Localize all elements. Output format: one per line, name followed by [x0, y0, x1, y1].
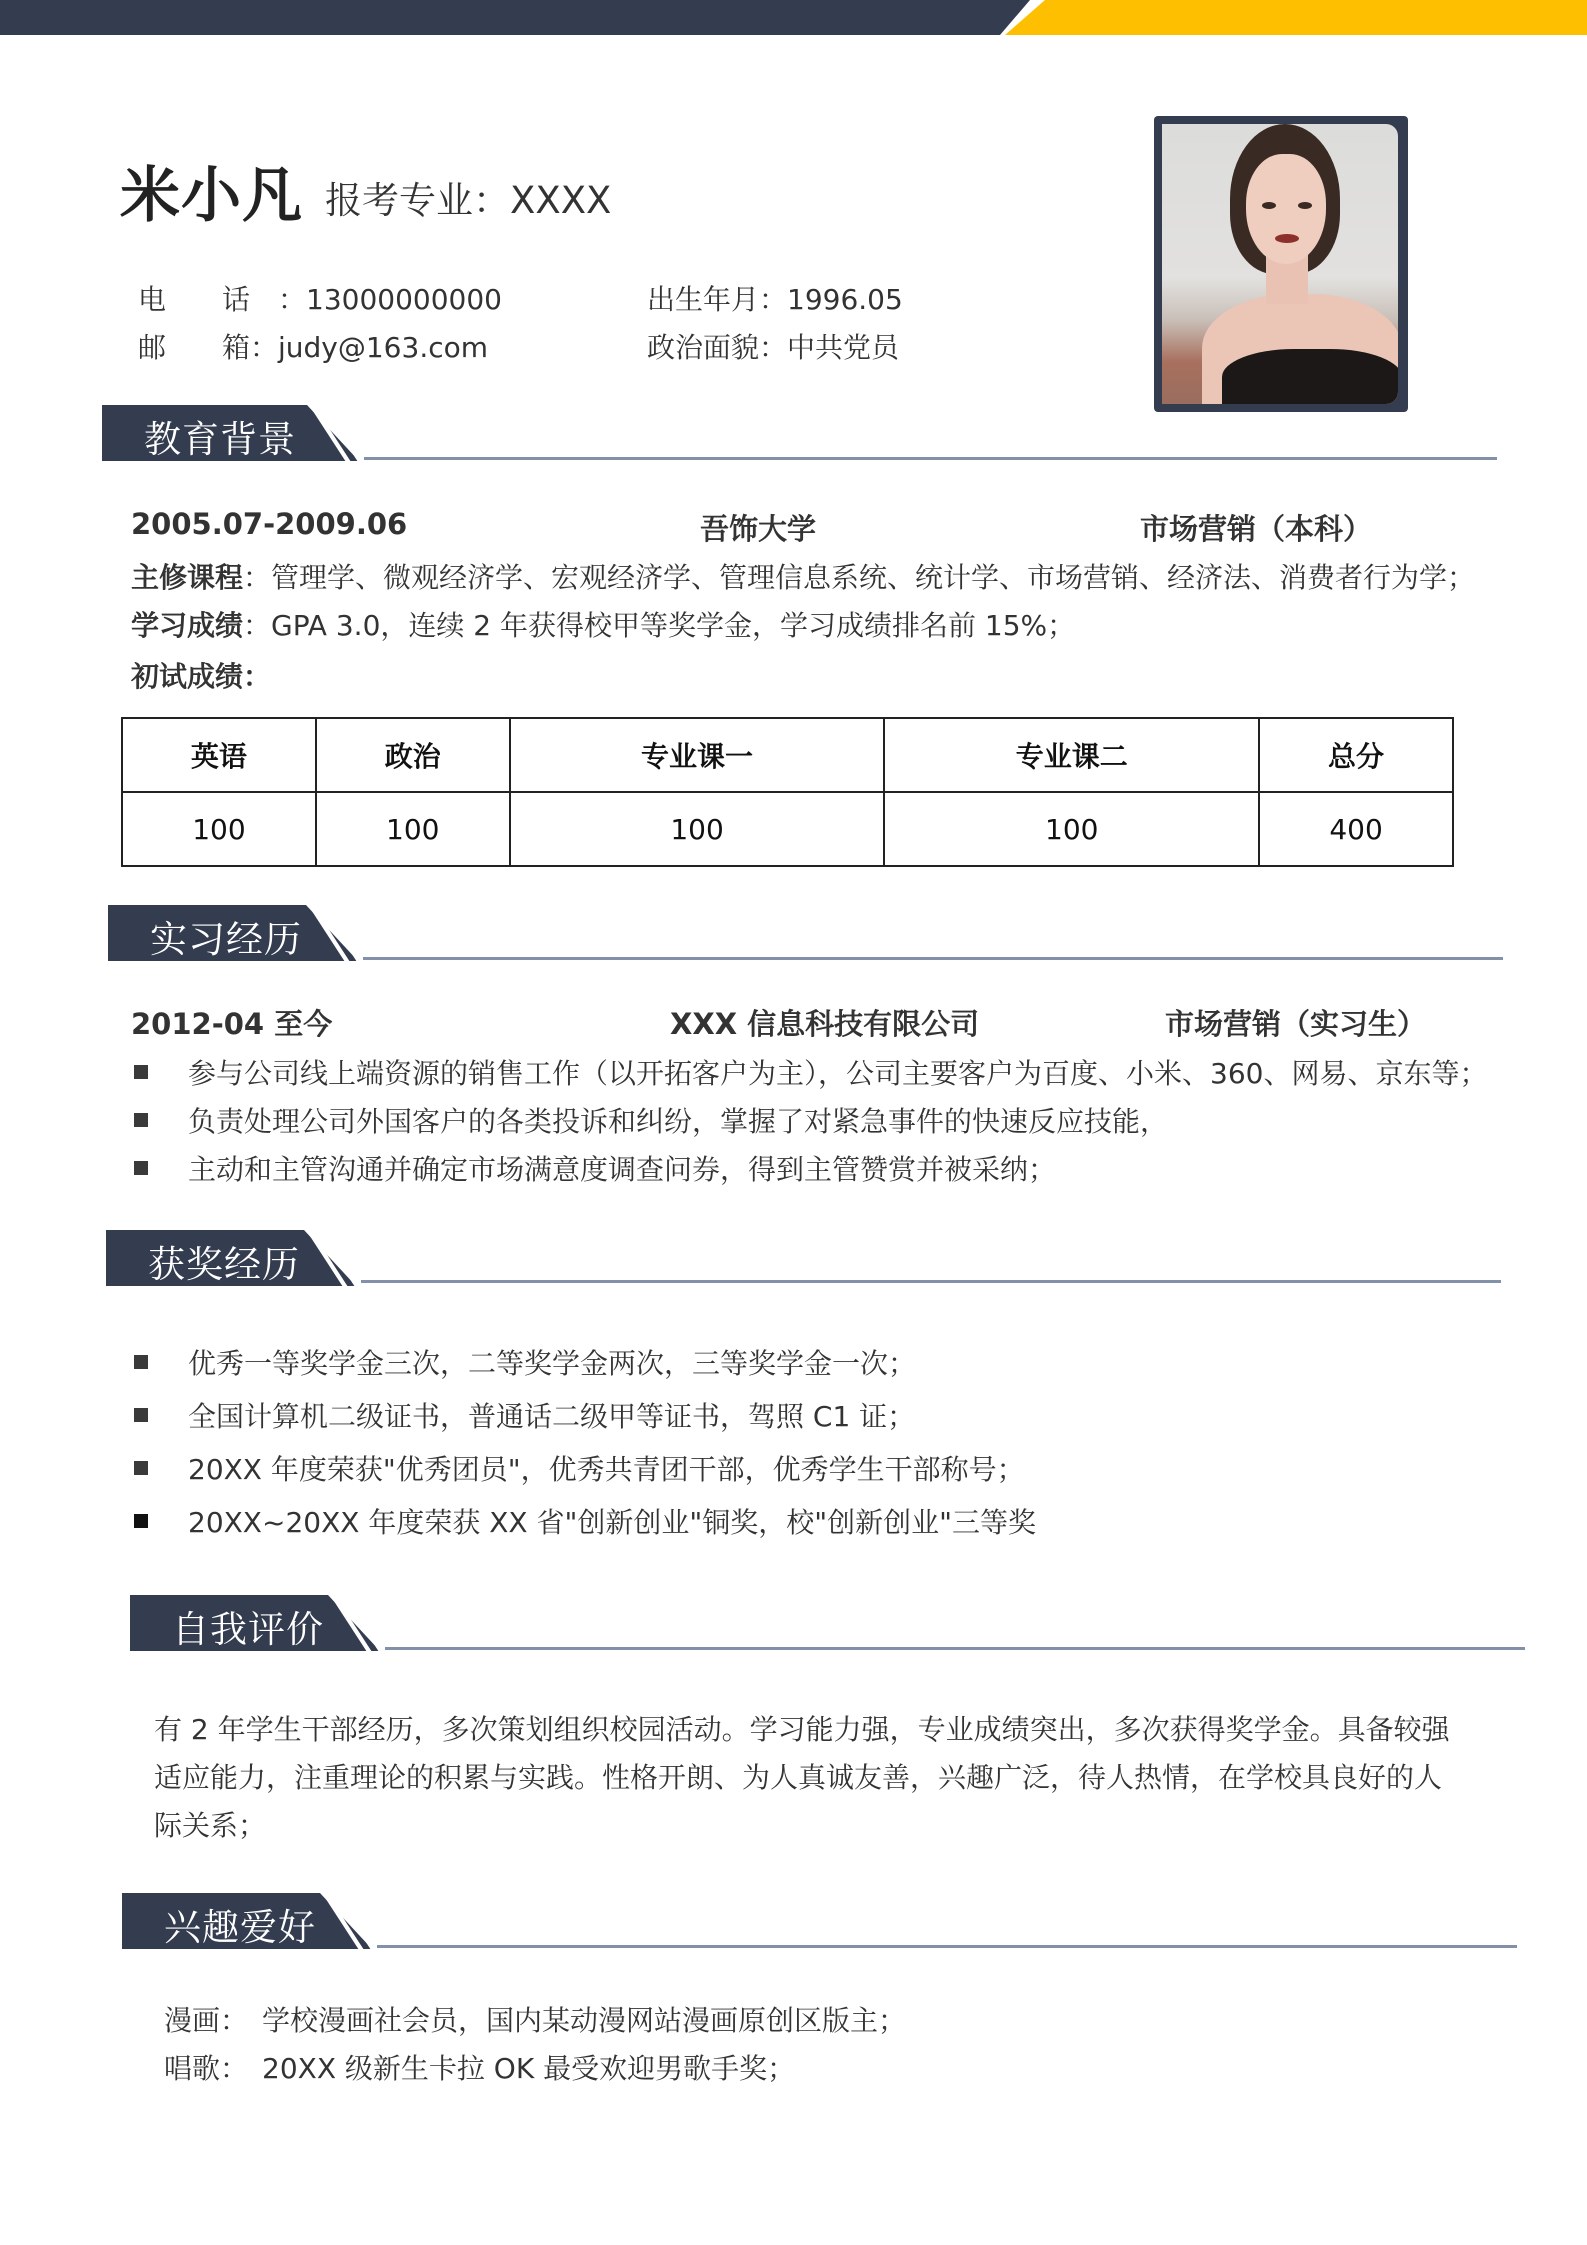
education-school: 吾饰大学	[700, 512, 817, 546]
education-degree: 市场营销（本科）	[1140, 512, 1373, 546]
internship-period: 2012-04 至今	[131, 1007, 333, 1041]
list-item: 全国计算机二级证书，普通话二级甲等证书，驾照 C1 证；	[134, 1395, 915, 1435]
courses-value: ：管理学、微观经济学、宏观经济学、管理信息系统、统计学、市场营销、经济法、消费者行为学；	[243, 561, 1476, 594]
grades-label: 学习成绩	[131, 609, 244, 642]
prelim-scores-label: 初试成绩：	[131, 660, 272, 693]
section-header-self-evaluation	[130, 1595, 1525, 1651]
list-item: 负责处理公司外国客户的各类投诉和纠纷，掌握了对紧急事件的快速反应技能，	[134, 1100, 1168, 1140]
section-header-hobbies	[122, 1893, 1517, 1949]
square-bullet-icon	[134, 1408, 148, 1422]
courses-line	[131, 556, 1475, 596]
internship-company: XXX 信息科技有限公司	[670, 1007, 980, 1041]
table-cell: 100	[884, 792, 1259, 866]
email-field: 邮 箱：judy@163.com	[138, 331, 489, 364]
table-cell: 400	[1259, 792, 1453, 866]
hobby-text: 20XX 级新生卡拉 OK 最受欢迎男歌手奖；	[262, 2052, 796, 2085]
table-header-row	[122, 718, 1453, 792]
hobby-label: 唱歌：	[164, 2052, 249, 2085]
grades-value: ：GPA 3.0，连续 2 年获得校甲等奖学金，学习成绩排名前 15%；	[243, 609, 1076, 642]
square-bullet-icon	[134, 1113, 148, 1127]
table-cell: 100	[122, 792, 316, 866]
square-bullet-icon	[134, 1065, 148, 1079]
square-bullet-icon	[134, 1161, 148, 1175]
square-bullet-icon	[134, 1461, 148, 1475]
political-status-field: 政治面貌：中共党员	[647, 331, 900, 364]
hobby-text: 学校漫画社会员，国内某动漫网站漫画原创区版主；	[262, 2004, 907, 2037]
section-title: 教育背景	[144, 418, 296, 461]
section-title: 获奖经历	[148, 1243, 300, 1286]
birth-field: 出生年月：1996.05	[647, 283, 903, 316]
list-item: 参与公司线上端资源的销售工作（以开拓客户为主），公司主要客户为百度、小米、360、网易、京东等；	[134, 1052, 1487, 1092]
list-item: 主动和主管沟通并确定市场满意度调查问券，得到主管赞赏并被采纳；	[134, 1148, 1056, 1188]
square-bullet-icon	[134, 1355, 148, 1369]
hobby-label: 漫画：	[164, 2004, 249, 2037]
grades-line	[131, 604, 1075, 644]
hobby-item	[164, 2047, 795, 2087]
applied-major: 报考专业：XXXX	[325, 179, 612, 222]
scores-table	[121, 717, 1454, 867]
section-title: 实习经历	[150, 918, 302, 961]
table-cell: 100	[316, 792, 510, 866]
section-title: 自我评价	[172, 1608, 324, 1651]
internship-role: 市场营销（实习生）	[1165, 1007, 1427, 1041]
section-header-awards	[106, 1230, 1501, 1286]
courses-label: 主修课程	[131, 561, 244, 594]
table-row	[122, 792, 1453, 866]
photo-frame	[1154, 116, 1408, 412]
list-item: 20XX~20XX 年度荣获 XX 省"创新创业"铜奖，校"创新创业"三等奖	[134, 1501, 1036, 1541]
hobby-item	[164, 1999, 906, 2039]
list-item: 20XX 年度荣获"优秀团员"，优秀共青团干部，优秀学生干部称号；	[134, 1448, 1025, 1488]
table-header-cell: 专业课一	[510, 718, 885, 792]
section-header-internship	[108, 905, 1503, 961]
education-period: 2005.07-2009.06	[131, 507, 408, 541]
table-header-cell: 英语	[122, 718, 316, 792]
square-bullet-icon	[134, 1514, 148, 1528]
phone-field: 电 话 ：13000000000	[138, 283, 502, 316]
top-bar-yellow	[1005, 0, 1587, 35]
top-bar-navy	[0, 0, 1030, 35]
table-header-cell: 政治	[316, 718, 510, 792]
portrait-photo	[1162, 124, 1398, 404]
section-header-education	[102, 405, 1497, 461]
section-title: 兴趣爱好	[164, 1906, 316, 1949]
candidate-name: 米小凡	[120, 161, 303, 231]
table-cell: 100	[510, 792, 885, 866]
table-header-cell: 专业课二	[884, 718, 1259, 792]
table-header-cell: 总分	[1259, 718, 1453, 792]
list-item: 优秀一等奖学金三次，二等奖学金两次，三等奖学金一次；	[134, 1342, 916, 1382]
self-evaluation-text: 有 2 年学生干部经历，多次策划组织校园活动。学习能力强，专业成绩突出，多次获得奖学金。具备较强适应能力，注重理论的积累与实践。性格开朗、为人真诚友善，兴趣广泛，待人热情，在学校具良好的人际关系；	[154, 1713, 1450, 1842]
